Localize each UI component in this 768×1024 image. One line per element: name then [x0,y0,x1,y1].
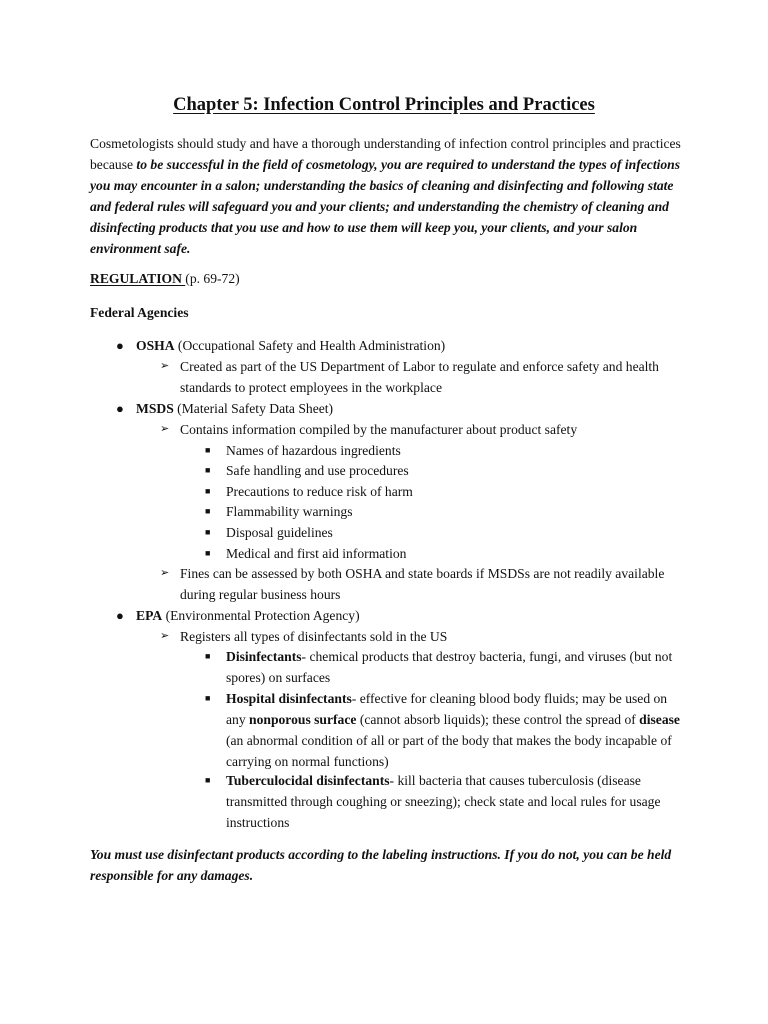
item-text: Safe handling and use procedures [226,463,409,478]
square-bullet-icon: ■ [205,486,211,496]
square-bullet-icon: ■ [205,527,211,537]
footer-warning: You must use disinfectant products according to the labeling instructions. If you do not, you can be held responsible for any damages. [90,847,672,883]
item-text [226,646,686,688]
point-text: Contains information compiled by the manufacturer about product safety [180,422,578,437]
item-text: Flammability warnings [226,504,353,519]
item-text [226,770,686,833]
item-description: - chemical products that destroy bacteria, fungi, and viruses (but not spores) on surfaces [226,649,673,685]
regulation-heading-text: REGULATION [90,271,186,286]
point-text: Fines can be assessed by both OSHA and state boards if MSDSs are not readily available during regular business hours [180,566,665,602]
arrow-bullet-icon: ➢ [160,567,170,579]
bullet-dot-icon: ● [116,338,124,353]
agency-full-name: (Environmental Protection Agency) [162,608,360,623]
item-text: Precautions to reduce risk of harm [226,484,413,499]
page-title [0,92,768,118]
regulation-heading [90,268,240,289]
item-text: Medical and first aid information [226,546,407,561]
item-term: Disinfectants [226,649,302,664]
intro-plain-text: Cosmetologists should study and have a thorough understanding of infection control principles and practices because [90,136,681,172]
agency-full-name: (Material Safety Data Sheet) [173,401,334,416]
bullet-dot-icon: ● [116,401,124,416]
point-text: Registers all types of disinfectants sold in the US [180,629,448,644]
square-bullet-icon: ■ [205,775,211,785]
square-bullet-icon: ■ [205,693,211,703]
arrow-bullet-icon: ➢ [160,360,170,372]
item-description: (cannot absorb liquids); these control the spread of [356,712,640,727]
item-description: (an abnormal condition of all or part of the body that makes the body incapable of carrying on normal functions) [226,733,672,769]
page-title-text: Chapter 5: Infection Control Principles and Practices [173,95,595,115]
arrow-bullet-icon: ➢ [160,423,170,435]
item-term: Tuberculocidal disinfectants [226,773,390,788]
square-bullet-icon: ■ [205,548,211,558]
agency-name: MSDS [136,401,174,416]
intro-paragraph [90,133,682,259]
bullet-dot-icon: ● [116,608,124,623]
item-term: disease [639,712,680,727]
square-bullet-icon: ■ [205,651,211,661]
agency-full-name: (Occupational Safety and Health Administration) [174,338,446,353]
agency-name: EPA [136,608,163,623]
agency-line [136,605,360,626]
square-bullet-icon: ■ [205,465,211,475]
square-bullet-icon: ■ [205,506,211,516]
item-description: - kill bacteria that causes tuberculosis (disease transmitted through coughing or sneezing); check state and local rules for usage instructions [226,773,661,830]
item-text [226,688,686,772]
agency-line [136,398,333,419]
regulation-pages: (p. 69-72) [185,271,240,286]
agency-name: OSHA [136,338,175,353]
arrow-bullet-icon: ➢ [160,630,170,642]
square-bullet-icon: ■ [205,445,211,455]
item-term: nonporous surface [249,712,357,727]
item-term: Hospital disinfectants [226,691,352,706]
item-description: - effective for cleaning blood body fluids; may be used on any [226,691,668,727]
intro-emphasis-text: to be successful in the field of cosmetology, you are required to understand the types of infections you may encounter in a salon; understanding the basics of cleaning and disinfecting and following state and federal rules will safeguard you and your clients; and understanding the chemistry of cleaning and disinfecting products that you use and how to use them will keep you, your clients, and your salon environment safe. [90,157,681,256]
item-text: Disposal guidelines [226,525,333,540]
item-text: Names of hazardous ingredients [226,443,401,458]
federal-agencies-heading: Federal Agencies [90,305,189,320]
agency-line [136,335,445,356]
point-text: Created as part of the US Department of Labor to regulate and enforce safety and health standards to protect employees in the workplace [180,359,659,395]
